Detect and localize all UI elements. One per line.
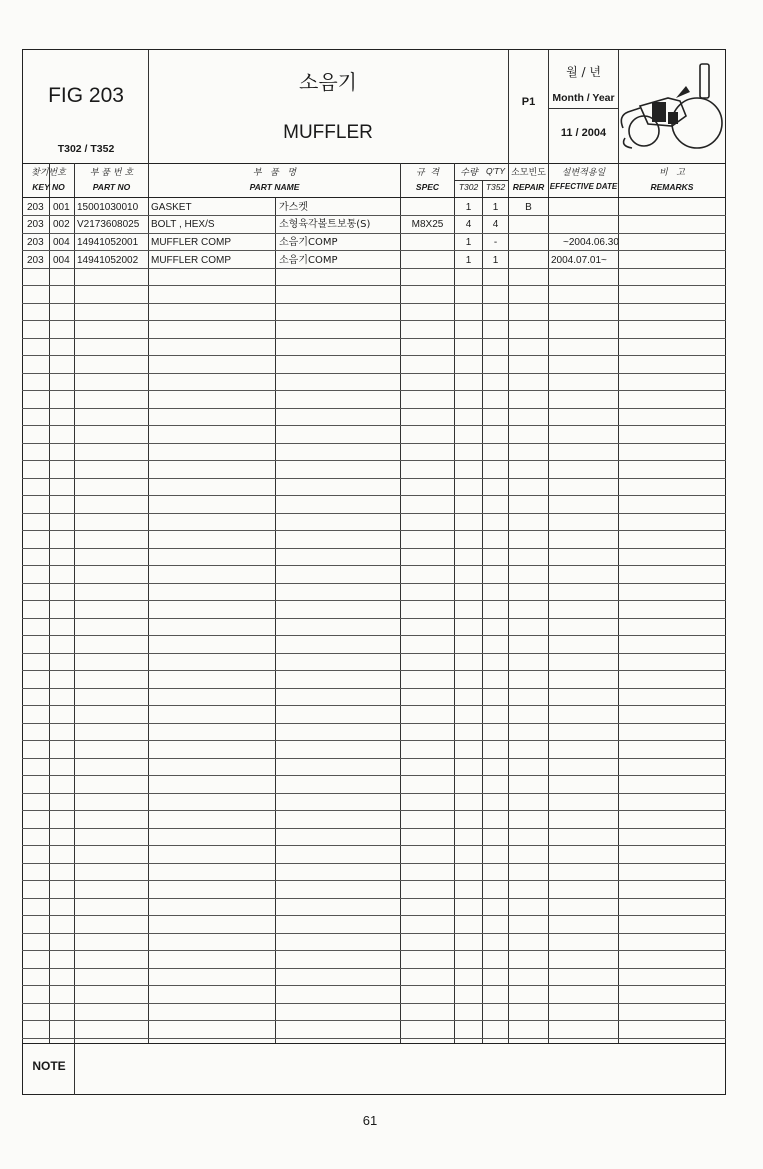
row-line bbox=[22, 950, 726, 951]
part-name-english: MUFFLER COMP bbox=[151, 255, 231, 266]
tractor-logo bbox=[620, 56, 724, 158]
header-part-no: PART NO bbox=[92, 182, 131, 192]
key-item: 001 bbox=[53, 202, 70, 213]
key-group: 203 bbox=[27, 202, 44, 213]
header-t302: T302 bbox=[458, 182, 479, 192]
page-number: 61 bbox=[362, 1113, 378, 1128]
part-number: 14941052001 bbox=[77, 237, 139, 248]
repair-frequency: B bbox=[525, 202, 532, 213]
key-item: 004 bbox=[53, 237, 70, 248]
row-line bbox=[22, 390, 726, 391]
column-divider bbox=[49, 163, 50, 1043]
column-divider bbox=[618, 163, 619, 1043]
column-divider bbox=[482, 180, 483, 1043]
row-line bbox=[22, 425, 726, 426]
part-name-english: GASKET bbox=[151, 202, 192, 213]
row-line bbox=[22, 355, 726, 356]
row-line bbox=[22, 670, 726, 671]
qty-t302: 1 bbox=[465, 202, 472, 213]
header-t352: T352 bbox=[485, 182, 506, 192]
note-top-line bbox=[22, 1043, 726, 1044]
header-divider bbox=[618, 50, 619, 163]
month-year-korean: 월 / 년 bbox=[566, 65, 601, 79]
key-item: 004 bbox=[53, 255, 70, 266]
part-name-korean: 소형육각볼트보통(S) bbox=[279, 219, 371, 230]
qty-t302: 1 bbox=[465, 237, 472, 248]
model-list: T302 / T352 bbox=[57, 143, 115, 155]
note-label: NOTE bbox=[32, 1059, 66, 1073]
column-divider bbox=[148, 163, 149, 1043]
row-line bbox=[22, 1038, 726, 1039]
header-part-korean: 부 품 번 호 bbox=[89, 168, 134, 178]
row-line bbox=[22, 653, 726, 654]
key-group: 203 bbox=[27, 255, 44, 266]
header-spec: SPEC bbox=[415, 182, 440, 192]
header-row-bottom-line bbox=[22, 197, 726, 198]
row-line bbox=[22, 495, 726, 496]
column-divider bbox=[508, 163, 509, 1043]
row-line bbox=[22, 810, 726, 811]
key-group: 203 bbox=[27, 237, 44, 248]
row-line bbox=[22, 320, 726, 321]
part-name-korean: 가스켓 bbox=[279, 202, 308, 213]
part-number: 14941052002 bbox=[77, 255, 139, 266]
row-line bbox=[22, 408, 726, 409]
row-line bbox=[22, 548, 726, 549]
row-line bbox=[22, 863, 726, 864]
figure-number: FIG 203 bbox=[48, 84, 124, 107]
qty-t352: - bbox=[493, 237, 498, 248]
effective-date: 2004.07.01~ bbox=[551, 255, 607, 266]
header-remarks: REMARKS bbox=[650, 182, 694, 192]
header-remarks-korean: 비 고 bbox=[659, 168, 685, 178]
row-line bbox=[22, 1003, 726, 1004]
qty-t352: 1 bbox=[492, 255, 499, 266]
qty-t302: 4 bbox=[465, 219, 472, 230]
column-divider bbox=[275, 197, 276, 1043]
issue-date: 11 / 2004 bbox=[560, 127, 607, 139]
row-line bbox=[22, 373, 726, 374]
row-line bbox=[22, 828, 726, 829]
qty-t352: 4 bbox=[492, 219, 499, 230]
row-line bbox=[22, 565, 726, 566]
row-line bbox=[22, 688, 726, 689]
column-divider bbox=[454, 163, 455, 1043]
header-key-korean: 찾기번호 bbox=[31, 168, 66, 178]
month-year-label: Month / Year bbox=[552, 92, 615, 104]
row-line bbox=[22, 635, 726, 636]
part-name-korean: 소음기COMP bbox=[279, 237, 338, 248]
page-code: P1 bbox=[521, 96, 536, 108]
part-name-english: BOLT , HEX/S bbox=[151, 219, 215, 230]
row-line bbox=[22, 880, 726, 881]
row-line bbox=[22, 443, 726, 444]
title-english: MUFFLER bbox=[283, 122, 373, 143]
column-divider bbox=[74, 163, 75, 1043]
row-line bbox=[22, 915, 726, 916]
header-effective-date: EFFECTIVE DATE bbox=[549, 182, 618, 191]
row-line bbox=[22, 513, 726, 514]
header-repair-korean: 소모빈도 bbox=[511, 168, 546, 178]
header-bottom-line bbox=[22, 163, 726, 164]
row-line bbox=[22, 723, 726, 724]
column-divider bbox=[548, 163, 549, 1043]
row-line bbox=[22, 898, 726, 899]
effective-date: ~2004.06.30 bbox=[563, 237, 619, 248]
part-number: 15001030010 bbox=[77, 202, 139, 213]
row-line bbox=[22, 985, 726, 986]
row-line bbox=[22, 793, 726, 794]
part-number: V2173608025 bbox=[77, 219, 140, 230]
row-line bbox=[22, 618, 726, 619]
header-spec-korean: 규 격 bbox=[415, 168, 440, 178]
column-divider bbox=[400, 163, 401, 1043]
header-name-korean: 부 품 명 bbox=[252, 168, 297, 178]
row-line bbox=[22, 583, 726, 584]
part-name-english: MUFFLER COMP bbox=[151, 237, 231, 248]
header-qty: Q'TY bbox=[485, 166, 506, 176]
header-key-no: KEY NO bbox=[32, 182, 65, 192]
header-qty-korean: 수량 bbox=[460, 168, 478, 178]
header-date-korean: 설변적용일 bbox=[561, 168, 606, 178]
row-line bbox=[22, 705, 726, 706]
title-korean: 소음기 bbox=[299, 70, 357, 94]
qty-subheader-line bbox=[454, 180, 508, 181]
header-part-name: PART NAME bbox=[249, 182, 300, 192]
row-line bbox=[22, 968, 726, 969]
row-line bbox=[22, 775, 726, 776]
note-divider bbox=[74, 1043, 75, 1095]
row-line bbox=[22, 338, 726, 339]
part-name-korean: 소음기COMP bbox=[279, 255, 338, 266]
row-line bbox=[22, 845, 726, 846]
row-line bbox=[22, 285, 726, 286]
row-line bbox=[22, 303, 726, 304]
row-line bbox=[22, 460, 726, 461]
header-repair: REPAIR bbox=[512, 182, 545, 192]
key-item: 002 bbox=[53, 219, 70, 230]
row-line bbox=[22, 600, 726, 601]
row-line bbox=[22, 1020, 726, 1021]
spec: M8X25 bbox=[411, 219, 444, 230]
qty-t302: 1 bbox=[465, 255, 472, 266]
key-group: 203 bbox=[27, 219, 44, 230]
header-divider bbox=[548, 108, 618, 109]
row-line bbox=[22, 530, 726, 531]
qty-t352: 1 bbox=[492, 202, 499, 213]
row-line bbox=[22, 478, 726, 479]
row-line bbox=[22, 758, 726, 759]
row-line bbox=[22, 933, 726, 934]
row-line bbox=[22, 740, 726, 741]
